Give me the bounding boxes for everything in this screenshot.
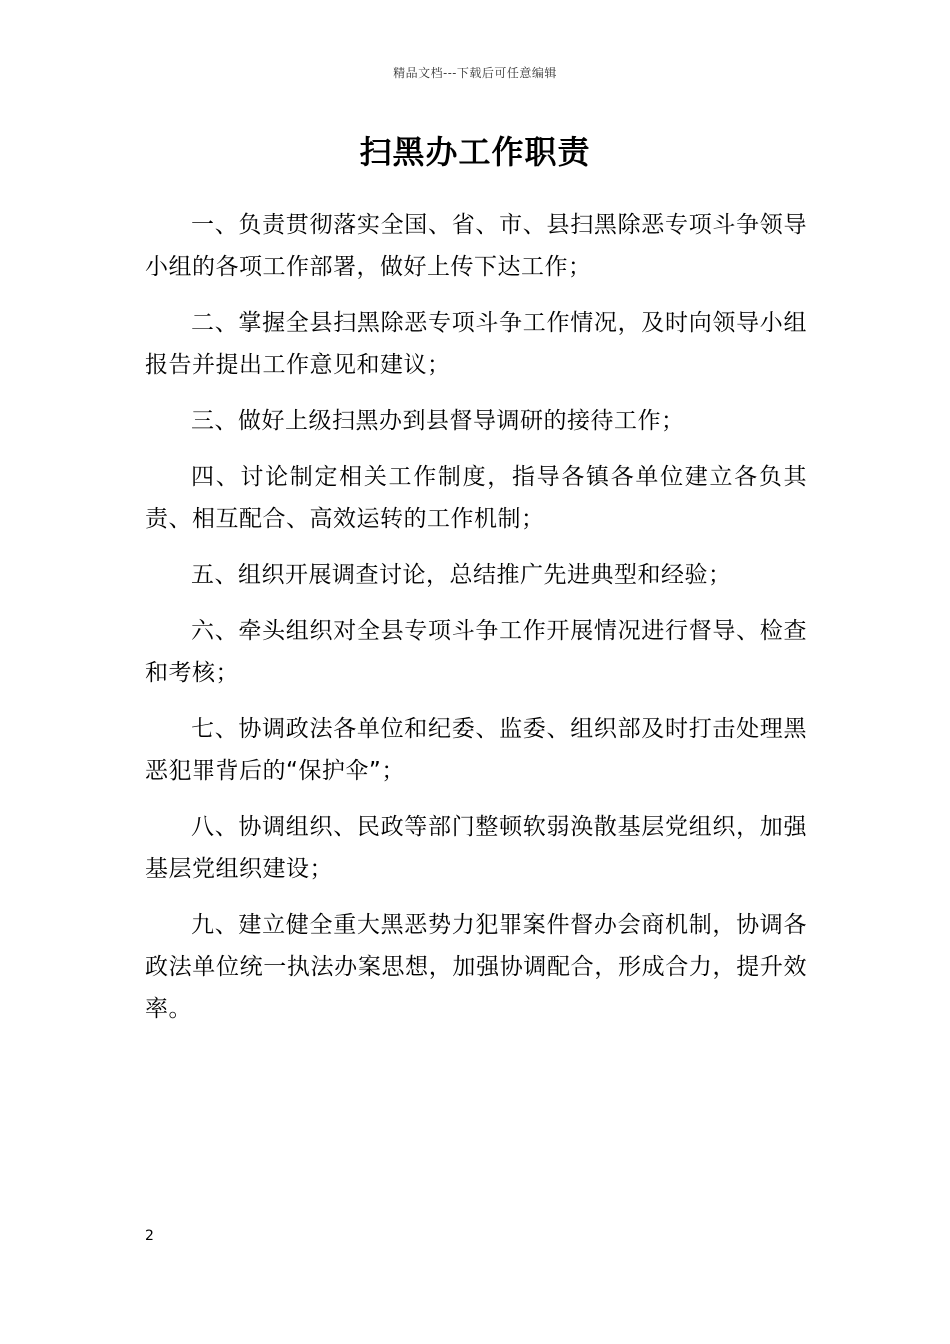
duty-item-3: 三、做好上级扫黑办到县督导调研的接待工作； — [191, 408, 685, 434]
header-note: 精品文档---下载后可任意编辑 — [393, 66, 557, 80]
duty-item-5: 五、组织开展调查讨论，总结推广先进典型和经验； — [191, 562, 732, 588]
duty-item-6: 六、牵头组织对全县专项斗争工作开展情况进行督导、检查和考核； — [145, 618, 807, 686]
page-number: 2 — [145, 1228, 154, 1244]
duty-item-4: 四、讨论制定相关工作制度，指导各镇各单位建立各负其责、相互配合、高效运转的工作机制； — [145, 464, 807, 532]
document-title: 扫黑办工作职责 — [359, 133, 591, 171]
duty-list — [145, 204, 807, 1044]
duty-item-1: 一、负责贯彻落实全国、省、市、县扫黑除恶专项斗争领导小组的各项工作部署，做好上传下达工作； — [145, 212, 807, 280]
duty-item-9: 九、建立健全重大黑恶势力犯罪案件督办会商机制，协调各政法单位统一执法办案思想，加强协调配合，形成合力，提升效率。 — [145, 912, 807, 1022]
duty-item-2: 二、掌握全县扫黑除恶专项斗争工作情况，及时向领导小组报告并提出工作意见和建议； — [145, 310, 807, 378]
duty-item-8: 八、协调组织、民政等部门整顿软弱涣散基层党组织，加强基层党组织建设； — [145, 814, 807, 882]
duty-item-7: 七、协调政法各单位和纪委、监委、组织部及时打击处理黑恶犯罪背后的“保护伞”； — [145, 716, 807, 784]
